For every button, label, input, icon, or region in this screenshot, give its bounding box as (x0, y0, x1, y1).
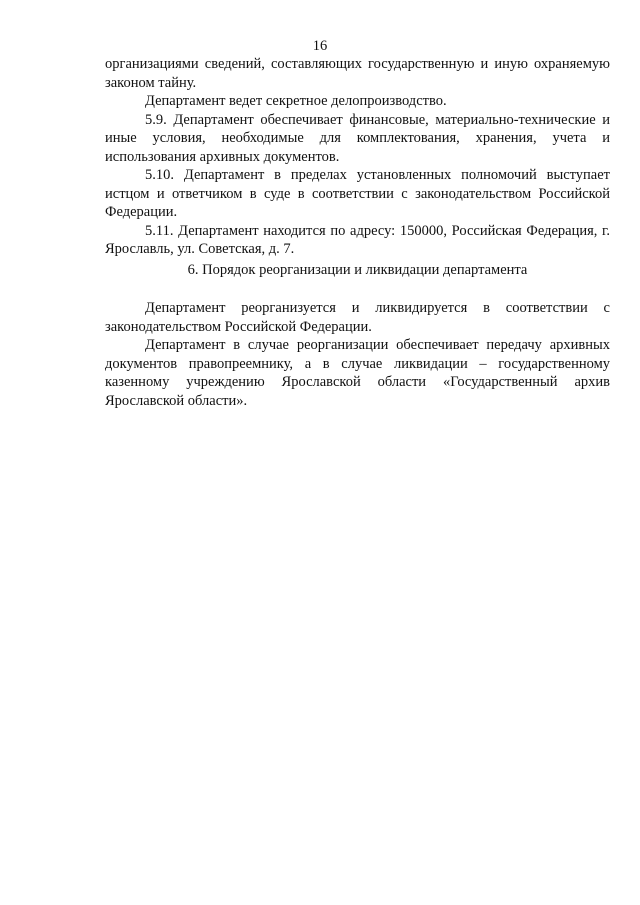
paragraph-secrecy-continuation: организациями сведений, составляющих государственную и иную охраняемую законом тайну. (105, 56, 610, 91)
page-number: 16 (312, 38, 328, 54)
section-6-heading: 6. Порядок реорганизации и ликвидации департамента (187, 262, 528, 278)
paragraph-5-9: 5.9. Департамент обеспечивает финансовые, материально-технические и иные условия, необходимые для комплектования, хранения, учета и использования архивных документов. (105, 111, 610, 165)
paragraph-reorganization: Департамент реорганизуется и ликвидируется в соответствии с законодательством Российской Федерации. (105, 300, 610, 335)
paragraph-archive-transfer: Департамент в случае реорганизации обеспечивает передачу архивных документов правопреемнику, а в случае ликвидации – государственному казенному учреждению Ярославской области «Государственный архив Ярославской области». (105, 337, 610, 409)
section-6-body (105, 299, 610, 410)
paragraph-5-11: 5.11. Департамент находится по адресу: 150000, Российская Федерация, г. Ярославль, ул. Советская, д. 7. (105, 222, 610, 257)
paragraph-5-10: 5.10. Департамент в пределах установленных полномочий выступает истцом и ответчиком в суде в соответствии с законодательством Российской Федерации. (105, 167, 610, 220)
paragraph-secret-records: Департамент ведет секретное делопроизводство. (145, 93, 447, 109)
section-5-continuation (105, 55, 610, 259)
